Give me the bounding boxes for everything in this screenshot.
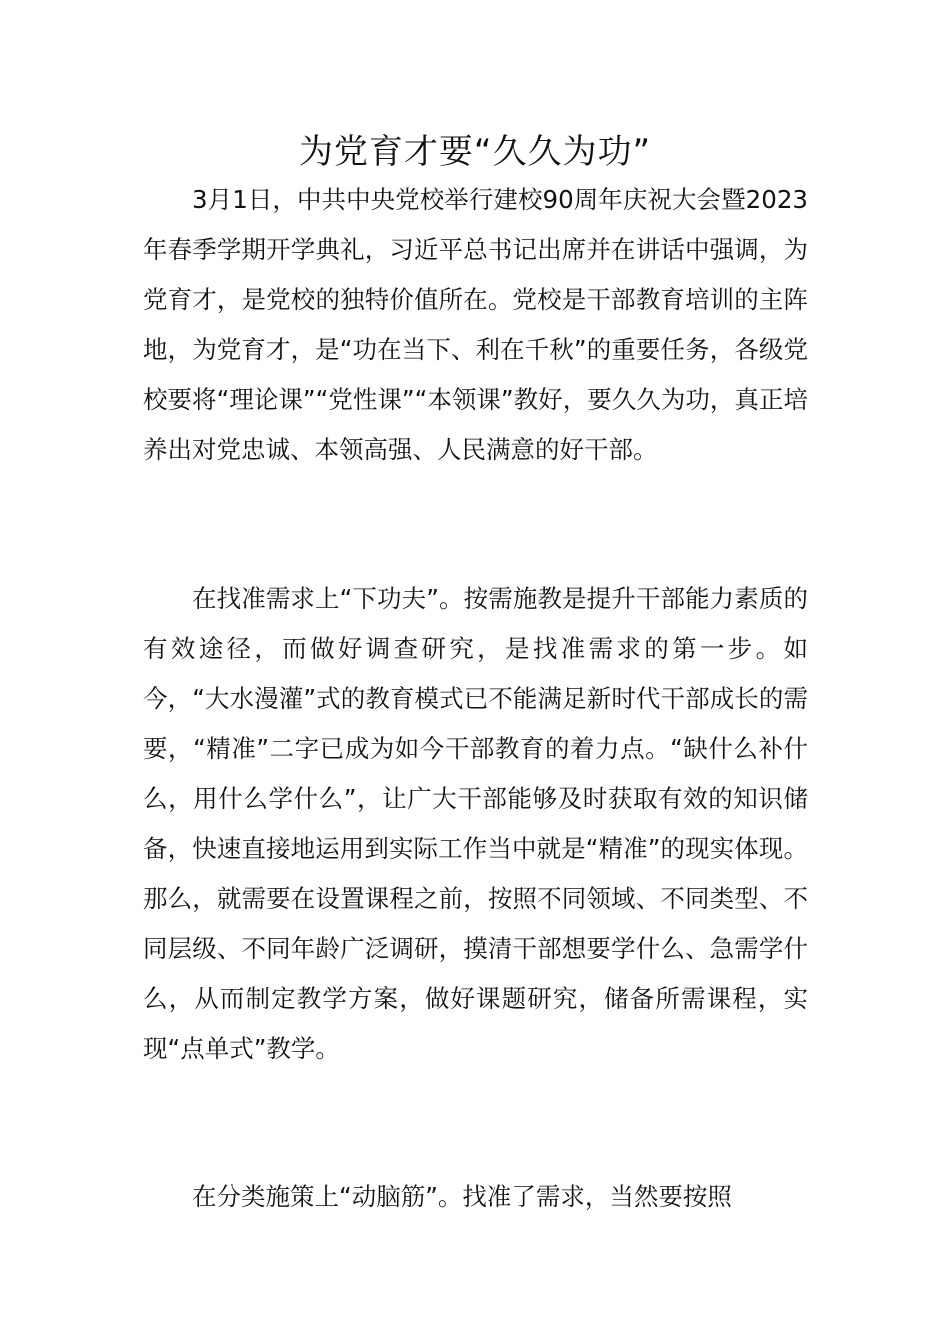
paragraph-intro: 3月1日，中共中央党校举行建校90周年庆祝大会暨2023年春季学期开学典礼，习近平总书记出席并在讲话中强调，为党育才，是党校的独特价值所在。党校是干部教育培训的主阵地，为党育才，是“功在当下、利在千秋”的重要任务，各级党校要将“理论课”“党性课”“本领课”教好，要久久为功，真正培养出对党忠诚、本领高强、人民满意的好干部。 (143, 185, 808, 464)
document-title: 为党育才要“久久为功” (298, 132, 652, 172)
paragraph-classification: 在分类施策上“动脑筋”。找准了需求，当然要按照 (192, 1182, 732, 1211)
paragraph-needs: 在找准需求上“下功夫”。按需施教是提升干部能力素质的有效途径，而做好调查研究，是找准需求的第一步。如今，“大水漫灌”式的教育模式已不能满足新时代干部成长的需要，“精准”二字已成为如今干部教育的着力点。“缺什么补什么，用什么学什么”，让广大干部能够及时获取有效的知识储备，快速直接地运用到实际工作当中就是“精准”的现实体现。那么，就需要在设置课程之前，按照不同领域、不同类型、不同层级、不同年龄广泛调研，摸清干部想要学什么、急需学什么，从而制定教学方案，做好课题研究，储备所需课程，实现“点单式”教学。 (143, 584, 808, 1063)
